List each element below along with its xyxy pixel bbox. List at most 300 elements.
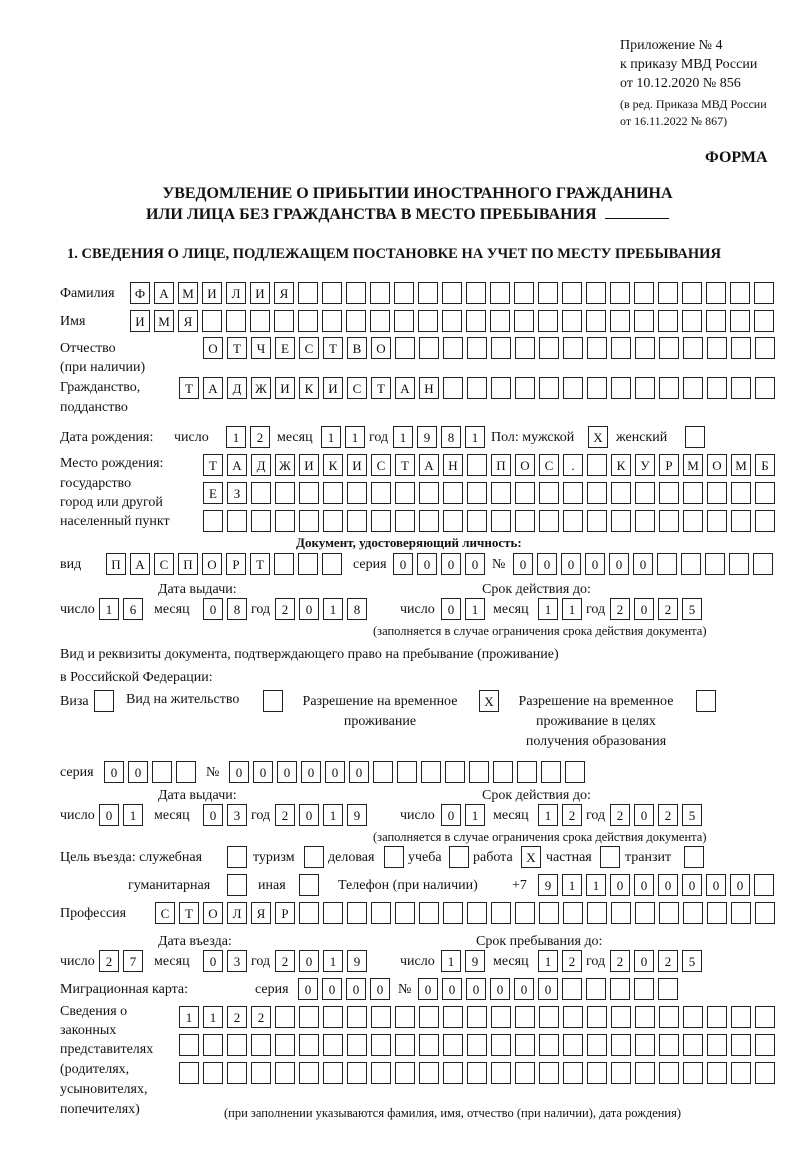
char-box[interactable] xyxy=(562,282,582,304)
char-box[interactable] xyxy=(707,902,727,924)
char-box[interactable] xyxy=(610,978,630,1000)
char-box[interactable] xyxy=(323,902,343,924)
char-box[interactable]: 8 xyxy=(441,426,461,448)
char-box[interactable]: Л xyxy=(226,282,246,304)
migration-number-boxes[interactable] xyxy=(418,978,682,1000)
char-box[interactable] xyxy=(251,1034,271,1056)
checkbox[interactable] xyxy=(227,874,247,896)
char-box[interactable]: 1 xyxy=(203,1006,223,1028)
char-box[interactable] xyxy=(347,482,367,504)
char-box[interactable] xyxy=(442,310,462,332)
char-box[interactable]: 1 xyxy=(586,874,606,896)
char-box[interactable]: О xyxy=(515,454,535,476)
birthplace-row-1[interactable] xyxy=(203,454,779,476)
char-box[interactable] xyxy=(611,1034,631,1056)
representatives-row-1[interactable] xyxy=(179,1006,779,1028)
char-box[interactable]: 1 xyxy=(465,426,485,448)
char-box[interactable]: А xyxy=(203,377,223,399)
char-box[interactable]: 5 xyxy=(682,598,702,620)
char-box[interactable]: 9 xyxy=(465,950,485,972)
char-box[interactable]: 0 xyxy=(730,874,750,896)
char-box[interactable] xyxy=(251,1062,271,1084)
char-box[interactable] xyxy=(541,761,561,783)
char-box[interactable] xyxy=(658,978,678,1000)
char-box[interactable] xyxy=(371,482,391,504)
char-box[interactable] xyxy=(371,510,391,532)
char-box[interactable]: 0 xyxy=(277,761,297,783)
char-box[interactable] xyxy=(491,1062,511,1084)
char-box[interactable]: С xyxy=(347,377,367,399)
char-box[interactable] xyxy=(635,1034,655,1056)
char-box[interactable]: А xyxy=(154,282,174,304)
citizenship-boxes[interactable] xyxy=(179,377,779,399)
char-box[interactable] xyxy=(707,510,727,532)
char-box[interactable]: С xyxy=(371,454,391,476)
checkbox[interactable] xyxy=(600,846,620,868)
char-box[interactable]: 0 xyxy=(442,978,462,1000)
char-box[interactable] xyxy=(395,1062,415,1084)
char-box[interactable] xyxy=(370,310,390,332)
char-box[interactable] xyxy=(299,902,319,924)
char-box[interactable] xyxy=(299,1062,319,1084)
char-box[interactable]: О xyxy=(202,553,222,575)
char-box[interactable] xyxy=(347,510,367,532)
char-box[interactable]: 2 xyxy=(562,804,582,826)
month-boxes[interactable] xyxy=(203,950,251,972)
char-box[interactable] xyxy=(299,482,319,504)
char-box[interactable] xyxy=(443,1062,463,1084)
char-box[interactable] xyxy=(227,1034,247,1056)
char-box[interactable] xyxy=(517,761,537,783)
char-box[interactable]: А xyxy=(227,454,247,476)
char-box[interactable] xyxy=(707,1062,727,1084)
char-box[interactable]: 0 xyxy=(299,804,319,826)
year-boxes[interactable] xyxy=(610,804,706,826)
char-box[interactable]: 2 xyxy=(250,426,270,448)
char-box[interactable]: 1 xyxy=(538,598,558,620)
char-box[interactable]: П xyxy=(106,553,126,575)
char-box[interactable] xyxy=(419,1006,439,1028)
char-box[interactable]: 0 xyxy=(561,553,581,575)
sex-male-checkbox[interactable] xyxy=(588,426,612,448)
char-box[interactable] xyxy=(635,377,655,399)
char-box[interactable] xyxy=(539,1062,559,1084)
char-box[interactable] xyxy=(539,1006,559,1028)
month-boxes[interactable] xyxy=(538,950,586,972)
char-box[interactable]: 1 xyxy=(323,804,343,826)
char-box[interactable] xyxy=(176,761,196,783)
char-box[interactable] xyxy=(347,1062,367,1084)
char-box[interactable] xyxy=(635,337,655,359)
day-boxes[interactable] xyxy=(441,950,489,972)
char-box[interactable]: 5 xyxy=(682,804,702,826)
char-box[interactable] xyxy=(179,1034,199,1056)
char-box[interactable]: 0 xyxy=(322,978,342,1000)
char-box[interactable]: 0 xyxy=(634,874,654,896)
char-box[interactable] xyxy=(731,1006,751,1028)
char-box[interactable]: С xyxy=(155,902,175,924)
char-box[interactable]: 3 xyxy=(227,950,247,972)
char-box[interactable] xyxy=(419,337,439,359)
char-box[interactable]: 0 xyxy=(203,950,223,972)
char-box[interactable]: И xyxy=(323,377,343,399)
char-box[interactable]: Ф xyxy=(130,282,150,304)
char-box[interactable] xyxy=(587,1062,607,1084)
char-box[interactable] xyxy=(443,482,463,504)
char-box[interactable] xyxy=(298,282,318,304)
char-box[interactable]: Я xyxy=(274,282,294,304)
char-box[interactable]: 2 xyxy=(658,950,678,972)
year-boxes[interactable] xyxy=(275,950,371,972)
birthplace-row-3[interactable] xyxy=(203,510,779,532)
char-box[interactable]: 0 xyxy=(634,598,654,620)
char-box[interactable] xyxy=(443,902,463,924)
char-box[interactable] xyxy=(563,337,583,359)
char-box[interactable] xyxy=(731,1062,751,1084)
checkbox[interactable] xyxy=(94,690,114,712)
char-box[interactable] xyxy=(587,337,607,359)
char-box[interactable]: 2 xyxy=(610,804,630,826)
char-box[interactable]: М xyxy=(178,282,198,304)
char-box[interactable] xyxy=(445,761,465,783)
char-box[interactable] xyxy=(467,1006,487,1028)
char-box[interactable]: П xyxy=(178,553,198,575)
char-box[interactable] xyxy=(467,902,487,924)
char-box[interactable] xyxy=(275,1034,295,1056)
char-box[interactable] xyxy=(323,1062,343,1084)
char-box[interactable] xyxy=(634,282,654,304)
char-box[interactable]: 0 xyxy=(706,874,726,896)
char-box[interactable] xyxy=(323,482,343,504)
char-box[interactable]: 0 xyxy=(634,804,654,826)
char-box[interactable] xyxy=(323,1006,343,1028)
char-box[interactable] xyxy=(515,482,535,504)
char-box[interactable] xyxy=(683,510,703,532)
dob-month-boxes[interactable] xyxy=(321,426,369,448)
char-box[interactable] xyxy=(657,553,677,575)
char-box[interactable] xyxy=(418,282,438,304)
purpose-other-checkbox[interactable] xyxy=(299,874,323,896)
char-box[interactable] xyxy=(467,482,487,504)
char-box[interactable] xyxy=(323,1034,343,1056)
checkbox[interactable] xyxy=(299,874,319,896)
char-box[interactable] xyxy=(490,310,510,332)
profession-boxes[interactable] xyxy=(155,902,779,924)
char-box[interactable] xyxy=(587,454,607,476)
char-box[interactable]: 0 xyxy=(253,761,273,783)
char-box[interactable] xyxy=(370,282,390,304)
char-box[interactable] xyxy=(755,1006,775,1028)
char-box[interactable] xyxy=(491,1034,511,1056)
char-box[interactable] xyxy=(467,337,487,359)
visa-checkbox[interactable] xyxy=(94,690,118,712)
char-box[interactable] xyxy=(323,510,343,532)
checkbox[interactable] xyxy=(304,846,324,868)
day-boxes[interactable] xyxy=(99,804,147,826)
char-box[interactable] xyxy=(635,1006,655,1028)
char-box[interactable]: С xyxy=(299,337,319,359)
char-box[interactable] xyxy=(565,761,585,783)
char-box[interactable] xyxy=(635,1062,655,1084)
char-box[interactable] xyxy=(587,377,607,399)
char-box[interactable] xyxy=(443,377,463,399)
day-boxes[interactable] xyxy=(441,804,489,826)
char-box[interactable] xyxy=(611,902,631,924)
char-box[interactable]: 0 xyxy=(465,553,485,575)
char-box[interactable]: 2 xyxy=(99,950,119,972)
char-box[interactable] xyxy=(298,310,318,332)
char-box[interactable]: 2 xyxy=(610,598,630,620)
char-box[interactable]: 0 xyxy=(634,950,654,972)
char-box[interactable] xyxy=(683,1034,703,1056)
char-box[interactable]: 0 xyxy=(203,804,223,826)
char-box[interactable]: 0 xyxy=(490,978,510,1000)
char-box[interactable]: 0 xyxy=(298,978,318,1000)
char-box[interactable]: О xyxy=(203,902,223,924)
char-box[interactable] xyxy=(563,1062,583,1084)
char-box[interactable] xyxy=(610,282,630,304)
migration-series-boxes[interactable] xyxy=(298,978,394,1000)
char-box[interactable]: К xyxy=(611,454,631,476)
char-box[interactable] xyxy=(443,337,463,359)
char-box[interactable] xyxy=(659,1062,679,1084)
char-box[interactable]: 0 xyxy=(466,978,486,1000)
char-box[interactable] xyxy=(610,310,630,332)
char-box[interactable]: Д xyxy=(227,377,247,399)
char-box[interactable] xyxy=(322,282,342,304)
char-box[interactable] xyxy=(754,874,774,896)
char-box[interactable] xyxy=(202,310,222,332)
char-box[interactable]: 0 xyxy=(441,598,461,620)
char-box[interactable] xyxy=(658,310,678,332)
char-box[interactable] xyxy=(707,377,727,399)
char-box[interactable] xyxy=(371,1006,391,1028)
char-box[interactable]: 0 xyxy=(301,761,321,783)
char-box[interactable] xyxy=(227,1062,247,1084)
char-box[interactable]: 8 xyxy=(227,598,247,620)
char-box[interactable] xyxy=(419,482,439,504)
char-box[interactable]: 1 xyxy=(321,426,341,448)
char-box[interactable]: Т xyxy=(179,902,199,924)
char-box[interactable]: 2 xyxy=(658,804,678,826)
char-box[interactable] xyxy=(371,1034,391,1056)
char-box[interactable]: 1 xyxy=(393,426,413,448)
char-box[interactable] xyxy=(538,310,558,332)
char-box[interactable] xyxy=(731,377,751,399)
char-box[interactable]: 0 xyxy=(537,553,557,575)
char-box[interactable] xyxy=(275,482,295,504)
char-box[interactable]: 2 xyxy=(275,804,295,826)
char-box[interactable]: 0 xyxy=(393,553,413,575)
char-box[interactable]: 2 xyxy=(658,598,678,620)
char-box[interactable] xyxy=(373,761,393,783)
char-box[interactable]: 5 xyxy=(682,950,702,972)
char-box[interactable] xyxy=(467,454,487,476)
char-box[interactable]: 0 xyxy=(346,978,366,1000)
char-box[interactable] xyxy=(491,902,511,924)
char-box[interactable] xyxy=(634,978,654,1000)
char-box[interactable]: З xyxy=(227,482,247,504)
char-box[interactable]: 3 xyxy=(227,804,247,826)
char-box[interactable] xyxy=(419,510,439,532)
char-box[interactable] xyxy=(443,510,463,532)
char-box[interactable]: 1 xyxy=(345,426,365,448)
char-box[interactable] xyxy=(469,761,489,783)
purpose-tourism-checkbox[interactable] xyxy=(304,846,328,868)
char-box[interactable] xyxy=(466,282,486,304)
char-box[interactable] xyxy=(611,337,631,359)
temp-residence-checkbox[interactable] xyxy=(479,690,503,712)
char-box[interactable] xyxy=(491,337,511,359)
char-box[interactable]: 1 xyxy=(562,874,582,896)
char-box[interactable] xyxy=(731,337,751,359)
char-box[interactable] xyxy=(250,310,270,332)
char-box[interactable] xyxy=(371,902,391,924)
char-box[interactable]: И xyxy=(275,377,295,399)
char-box[interactable] xyxy=(659,510,679,532)
char-box[interactable] xyxy=(563,377,583,399)
char-box[interactable] xyxy=(299,510,319,532)
char-box[interactable]: 1 xyxy=(465,598,485,620)
char-box[interactable] xyxy=(514,310,534,332)
char-box[interactable] xyxy=(731,902,751,924)
id-number-boxes[interactable] xyxy=(513,553,777,575)
char-box[interactable] xyxy=(635,902,655,924)
char-box[interactable]: И xyxy=(299,454,319,476)
char-box[interactable] xyxy=(586,310,606,332)
char-box[interactable] xyxy=(682,282,702,304)
char-box[interactable] xyxy=(707,1034,727,1056)
dob-day-boxes[interactable] xyxy=(226,426,274,448)
char-box[interactable]: 2 xyxy=(275,598,295,620)
char-box[interactable] xyxy=(203,1062,223,1084)
char-box[interactable] xyxy=(587,510,607,532)
char-box[interactable]: 2 xyxy=(610,950,630,972)
char-box[interactable] xyxy=(203,1034,223,1056)
checkbox[interactable] xyxy=(685,426,705,448)
stay-number-boxes[interactable] xyxy=(229,761,589,783)
day-boxes[interactable] xyxy=(99,598,147,620)
char-box[interactable] xyxy=(395,482,415,504)
char-box[interactable] xyxy=(682,310,702,332)
purpose-study-checkbox[interactable] xyxy=(449,846,473,868)
char-box[interactable]: Я xyxy=(178,310,198,332)
char-box[interactable]: М xyxy=(683,454,703,476)
char-box[interactable]: И xyxy=(250,282,270,304)
char-box[interactable] xyxy=(395,337,415,359)
char-box[interactable]: Б xyxy=(755,454,775,476)
char-box[interactable]: Р xyxy=(226,553,246,575)
char-box[interactable] xyxy=(515,1006,535,1028)
dob-year-boxes[interactable] xyxy=(393,426,489,448)
char-box[interactable]: 1 xyxy=(323,950,343,972)
char-box[interactable] xyxy=(539,377,559,399)
char-box[interactable]: Т xyxy=(395,454,415,476)
purpose-humanitarian-checkbox[interactable] xyxy=(227,874,251,896)
char-box[interactable] xyxy=(395,1006,415,1028)
char-box[interactable] xyxy=(347,902,367,924)
char-box[interactable]: Е xyxy=(275,337,295,359)
char-box[interactable]: 0 xyxy=(418,978,438,1000)
char-box[interactable]: 1 xyxy=(538,950,558,972)
char-box[interactable] xyxy=(755,1034,775,1056)
char-box[interactable]: Я xyxy=(251,902,271,924)
purpose-transit-checkbox[interactable] xyxy=(684,846,708,868)
id-type-boxes[interactable] xyxy=(106,553,346,575)
char-box[interactable] xyxy=(539,510,559,532)
char-box[interactable]: О xyxy=(707,454,727,476)
char-box[interactable] xyxy=(635,482,655,504)
char-box[interactable] xyxy=(586,282,606,304)
char-box[interactable] xyxy=(731,482,751,504)
char-box[interactable] xyxy=(755,377,775,399)
char-box[interactable]: 1 xyxy=(99,598,119,620)
char-box[interactable]: 0 xyxy=(299,598,319,620)
char-box[interactable]: 0 xyxy=(128,761,148,783)
char-box[interactable]: Т xyxy=(323,337,343,359)
char-box[interactable] xyxy=(683,377,703,399)
char-box[interactable]: 7 xyxy=(123,950,143,972)
char-box[interactable]: К xyxy=(323,454,343,476)
char-box[interactable] xyxy=(395,1034,415,1056)
patronymic-boxes[interactable] xyxy=(203,337,779,359)
char-box[interactable]: 9 xyxy=(538,874,558,896)
char-box[interactable] xyxy=(707,337,727,359)
char-box[interactable]: Д xyxy=(251,454,271,476)
day-boxes[interactable] xyxy=(441,598,489,620)
purpose-business-checkbox[interactable] xyxy=(384,846,408,868)
char-box[interactable]: 0 xyxy=(585,553,605,575)
char-box[interactable]: Н xyxy=(419,377,439,399)
char-box[interactable] xyxy=(683,1006,703,1028)
char-box[interactable] xyxy=(442,282,462,304)
char-box[interactable] xyxy=(251,510,271,532)
char-box[interactable] xyxy=(347,1034,367,1056)
char-box[interactable] xyxy=(274,553,294,575)
char-box[interactable] xyxy=(152,761,172,783)
char-box[interactable] xyxy=(753,553,773,575)
char-box[interactable] xyxy=(491,377,511,399)
char-box[interactable] xyxy=(587,482,607,504)
char-box[interactable]: 9 xyxy=(417,426,437,448)
char-box[interactable]: А xyxy=(130,553,150,575)
char-box[interactable] xyxy=(418,310,438,332)
char-box[interactable] xyxy=(659,1006,679,1028)
char-box[interactable] xyxy=(634,310,654,332)
char-box[interactable] xyxy=(611,1062,631,1084)
char-box[interactable] xyxy=(755,337,775,359)
char-box[interactable]: 0 xyxy=(441,804,461,826)
id-series-boxes[interactable] xyxy=(393,553,489,575)
char-box[interactable] xyxy=(539,902,559,924)
char-box[interactable]: И xyxy=(130,310,150,332)
char-box[interactable] xyxy=(683,337,703,359)
char-box[interactable] xyxy=(227,510,247,532)
char-box[interactable]: О xyxy=(371,337,391,359)
char-box[interactable]: 1 xyxy=(179,1006,199,1028)
year-boxes[interactable] xyxy=(610,950,706,972)
char-box[interactable] xyxy=(490,282,510,304)
char-box[interactable] xyxy=(515,377,535,399)
char-box[interactable]: 6 xyxy=(123,598,143,620)
char-box[interactable] xyxy=(275,1062,295,1084)
char-box[interactable] xyxy=(563,1006,583,1028)
char-box[interactable] xyxy=(755,1062,775,1084)
char-box[interactable] xyxy=(683,1062,703,1084)
char-box[interactable]: 0 xyxy=(658,874,678,896)
char-box[interactable] xyxy=(754,310,774,332)
char-box[interactable] xyxy=(467,1034,487,1056)
